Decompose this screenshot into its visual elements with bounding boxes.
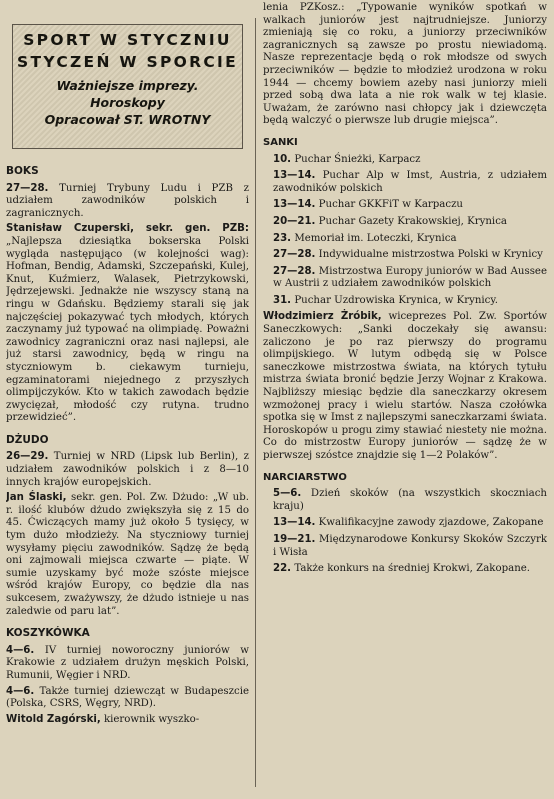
sanki-statement — [263, 311, 547, 462]
section-title-narciarstwo: NARCIARSTWO — [263, 471, 347, 483]
entry-date: 27—28. — [273, 249, 316, 261]
narciarstwo-entry — [273, 534, 547, 559]
quote-text: wiceprezes Pol. Zw. Sportów Saneczkowych: „Sanki doczekały się awansu: zaliczono je po raz pierwszy do programu olimpijskiego. W lutym odbędą się w Polsce saneczkowe mistrzostwa świata, na których tytułu mistrza świata bronić będzie Jerzy Wojnar z Krakowa. Najbliższy miesiąc będzie dla saneczkarzy okresem wzmożonej pracy i wielu startów. Nasza czołówka spotka się w Imst z najlepszymi saneczkarzami świata. Horoskopów u progu zimy stawiać niestety nie można. Co do mistrzostw Europy juniorów — sądzę że w pierwszej szóstce znajdzie się 1—2 Polaków”. — [263, 311, 547, 461]
sanki-entry — [273, 249, 547, 262]
section-title-dzudo: DŻUDO — [6, 433, 49, 446]
event-date: 26—29. — [6, 451, 49, 463]
sanki-entry — [273, 216, 547, 229]
speaker-name: Witold Zagórski, — [6, 713, 101, 725]
entry-date: 22. — [273, 563, 292, 575]
boks-event — [6, 183, 249, 221]
entry-text: Także konkurs na średniej Krokwi, Zakopane. — [294, 563, 531, 575]
quote-text: sekr. gen. Pol. Zw. Dżudo: „W ub. r. ilość klubów dżudo zwiększyła się z 15 do 45. Ćwiczących mamy już około 5 tysięcy, w tym dużo młodzieży. Na styczniowy turniej wysyłamy pięciu zawodników. Sądzę że będą oni zajmowali miejsca czwarte — piąte. W sumie uzyskamy być może szóste miejsce wśród krajów Europy, co będzie dla nas sukcesem, zważywszy, że dżudo istnieje u nas zaledwie od paru lat”. — [6, 492, 249, 617]
entry-text: Kwalifikacyjne zawody zjazdowe, Zakopane — [318, 517, 544, 529]
event-date: 4—6. — [6, 644, 35, 656]
entry-date: 27—28. — [273, 265, 316, 277]
headline-line-2: STYCZEŃ W SPORCIE — [17, 53, 238, 71]
dzudo-event — [6, 451, 249, 489]
entry-text: Puchar Gazety Krakowskiej, Krynica — [318, 215, 507, 227]
sanki-entry — [273, 266, 547, 291]
event-text: Turniej Trybuny Ludu i PZB z udziałem zawodników polskich i zagranicznych. — [6, 182, 249, 219]
entry-date: 13—14. — [273, 517, 316, 529]
quote-text: „Najlepsza dziesiątka bokserska Polski wygląda następująco (w kolejności wag): Hofman, Bendig, Adamski, Szczepański, Kulej, Knut, Kuźmierz, Walasek, Pietrzykowski, Jędrzejewski. Jednakże nie wszyscy staną na ringu w Gdańsku. Będziemy starali się jak najczęściej pokazywać tych młodych, których zaczynamy już typować na olimpiadę. Poważni zawodnicy zagraniczni oraz nasi najlepsi, ale już starsi zawodnicy, będą w ringu na styczniowym b. ciekawym turnieju, egzaminatorami niejednego z przyszłych olimpijczyków. Kto w takich zawodach będzie zwycięzał, młodość czy rutyna. trudno przewidzieć”. — [6, 235, 249, 424]
speaker-role: kierownik wyszko- — [103, 713, 200, 725]
narciarstwo-entry — [273, 488, 547, 513]
sanki-entry — [273, 295, 547, 308]
kosz-statement-start — [6, 714, 249, 727]
column-divider — [255, 18, 256, 787]
entry-text: Memoriał im. Loteczki, Krynica — [294, 232, 457, 244]
subhead-line-2: Horoskopy — [90, 95, 165, 110]
entry-text: Puchar GKKFiT w Karpaczu — [318, 199, 463, 211]
kosz-event-1 — [6, 645, 249, 683]
entry-date: 23. — [273, 232, 292, 244]
event-date: 4—6. — [6, 685, 35, 697]
subhead-line-1: Ważniejsze imprezy. — [56, 78, 199, 93]
boks-statement — [6, 223, 249, 425]
entry-text: Mistrzostwa Europy juniorów w Bad Aussee w Austrii z udziałem zawodników polskich — [273, 265, 547, 290]
header-box — [12, 24, 243, 149]
kosz-statement-continued: lenia PZKosz.: „Typowanie wyników spotkań w walkach juniorów jest najtrudniejsze. Juniorzy zmieniają się co roku, a juniorzy przeciwników zagranicznych są zawsze po prostu niewiadomą. Nasze reprezentacje będą o rok młodsze od swych przeciwników — będzie to młodzież urodzona w roku 1944 — chcemy bowiem azeby nasi juniorzy mieli przed sobą dwa lata a nie rok walk w tej klasie. Uważam, że zarówno nasi chłopcy jak i dziewczęta będą walczyć o pierwsze lub drugie miejsca”. — [263, 2, 547, 127]
narciarstwo-entry — [273, 517, 547, 530]
entry-date: 13—14. — [273, 199, 316, 211]
byline: Opracował ST. WROTNY — [44, 112, 211, 127]
left-column — [6, 0, 249, 799]
entry-date: 5—6. — [273, 488, 302, 500]
section-title-boks: BOKS — [6, 165, 39, 177]
entry-text: Dzień skoków (na wszystkich skoczniach kraju) — [273, 488, 547, 512]
event-date: 27—28. — [6, 182, 49, 194]
narciarstwo-entry — [273, 563, 547, 576]
event-text: Turniej w NRD (Lipsk lub Berlin), z udziałem zawodników polskich i z 8—10 innych krajów europejskich. — [6, 451, 249, 488]
headline-line-1: SPORT W STYCZNIU — [23, 31, 232, 49]
kosz-event-2 — [6, 686, 249, 711]
entry-date: 13—14. — [273, 170, 316, 182]
dzudo-statement — [6, 492, 249, 618]
sanki-entry — [273, 154, 547, 167]
section-title-sanki: SANKI — [263, 136, 298, 148]
sanki-entry — [273, 233, 547, 246]
speaker-name: Stanisław Czuperski, sekr. gen. PZB: — [6, 223, 249, 235]
entry-text: Puchar Śnieżki, Karpacz — [294, 153, 421, 165]
speaker-name: Włodzimierz Żróbik, — [263, 311, 382, 323]
sanki-entry — [273, 170, 547, 195]
entry-text: Puchar Uzdrowiska Krynica, w Krynicy. — [294, 294, 499, 306]
speaker-name: Jan Ślaski, — [6, 492, 67, 504]
entry-date: 19—21. — [273, 533, 316, 545]
right-column — [263, 0, 547, 799]
entry-date: 31. — [273, 294, 292, 306]
entry-date: 20—21. — [273, 215, 316, 227]
entry-text: Puchar Alp w Imst, Austria, z udziałem zawodników polskich — [273, 170, 547, 194]
entry-text: Międzynarodowe Konkursy Skoków Szczyrk i Wisła — [273, 533, 547, 558]
sanki-entry — [273, 199, 547, 212]
event-text: Także turniej dziewcząt w Budapeszcie (Polska, CSRS, Węgry, NRD). — [6, 685, 249, 710]
entry-date: 10. — [273, 153, 292, 165]
entry-text: Indywidualne mistrzostwa Polski w Krynicy — [318, 249, 543, 261]
event-text: IV turniej noworoczny juniorów w Krakowie z udziałem drużyn męskich Polski, Rumunii, Węgier i NRD. — [6, 644, 249, 681]
section-title-koszykowka: KOSZYKÓWKA — [6, 627, 90, 640]
